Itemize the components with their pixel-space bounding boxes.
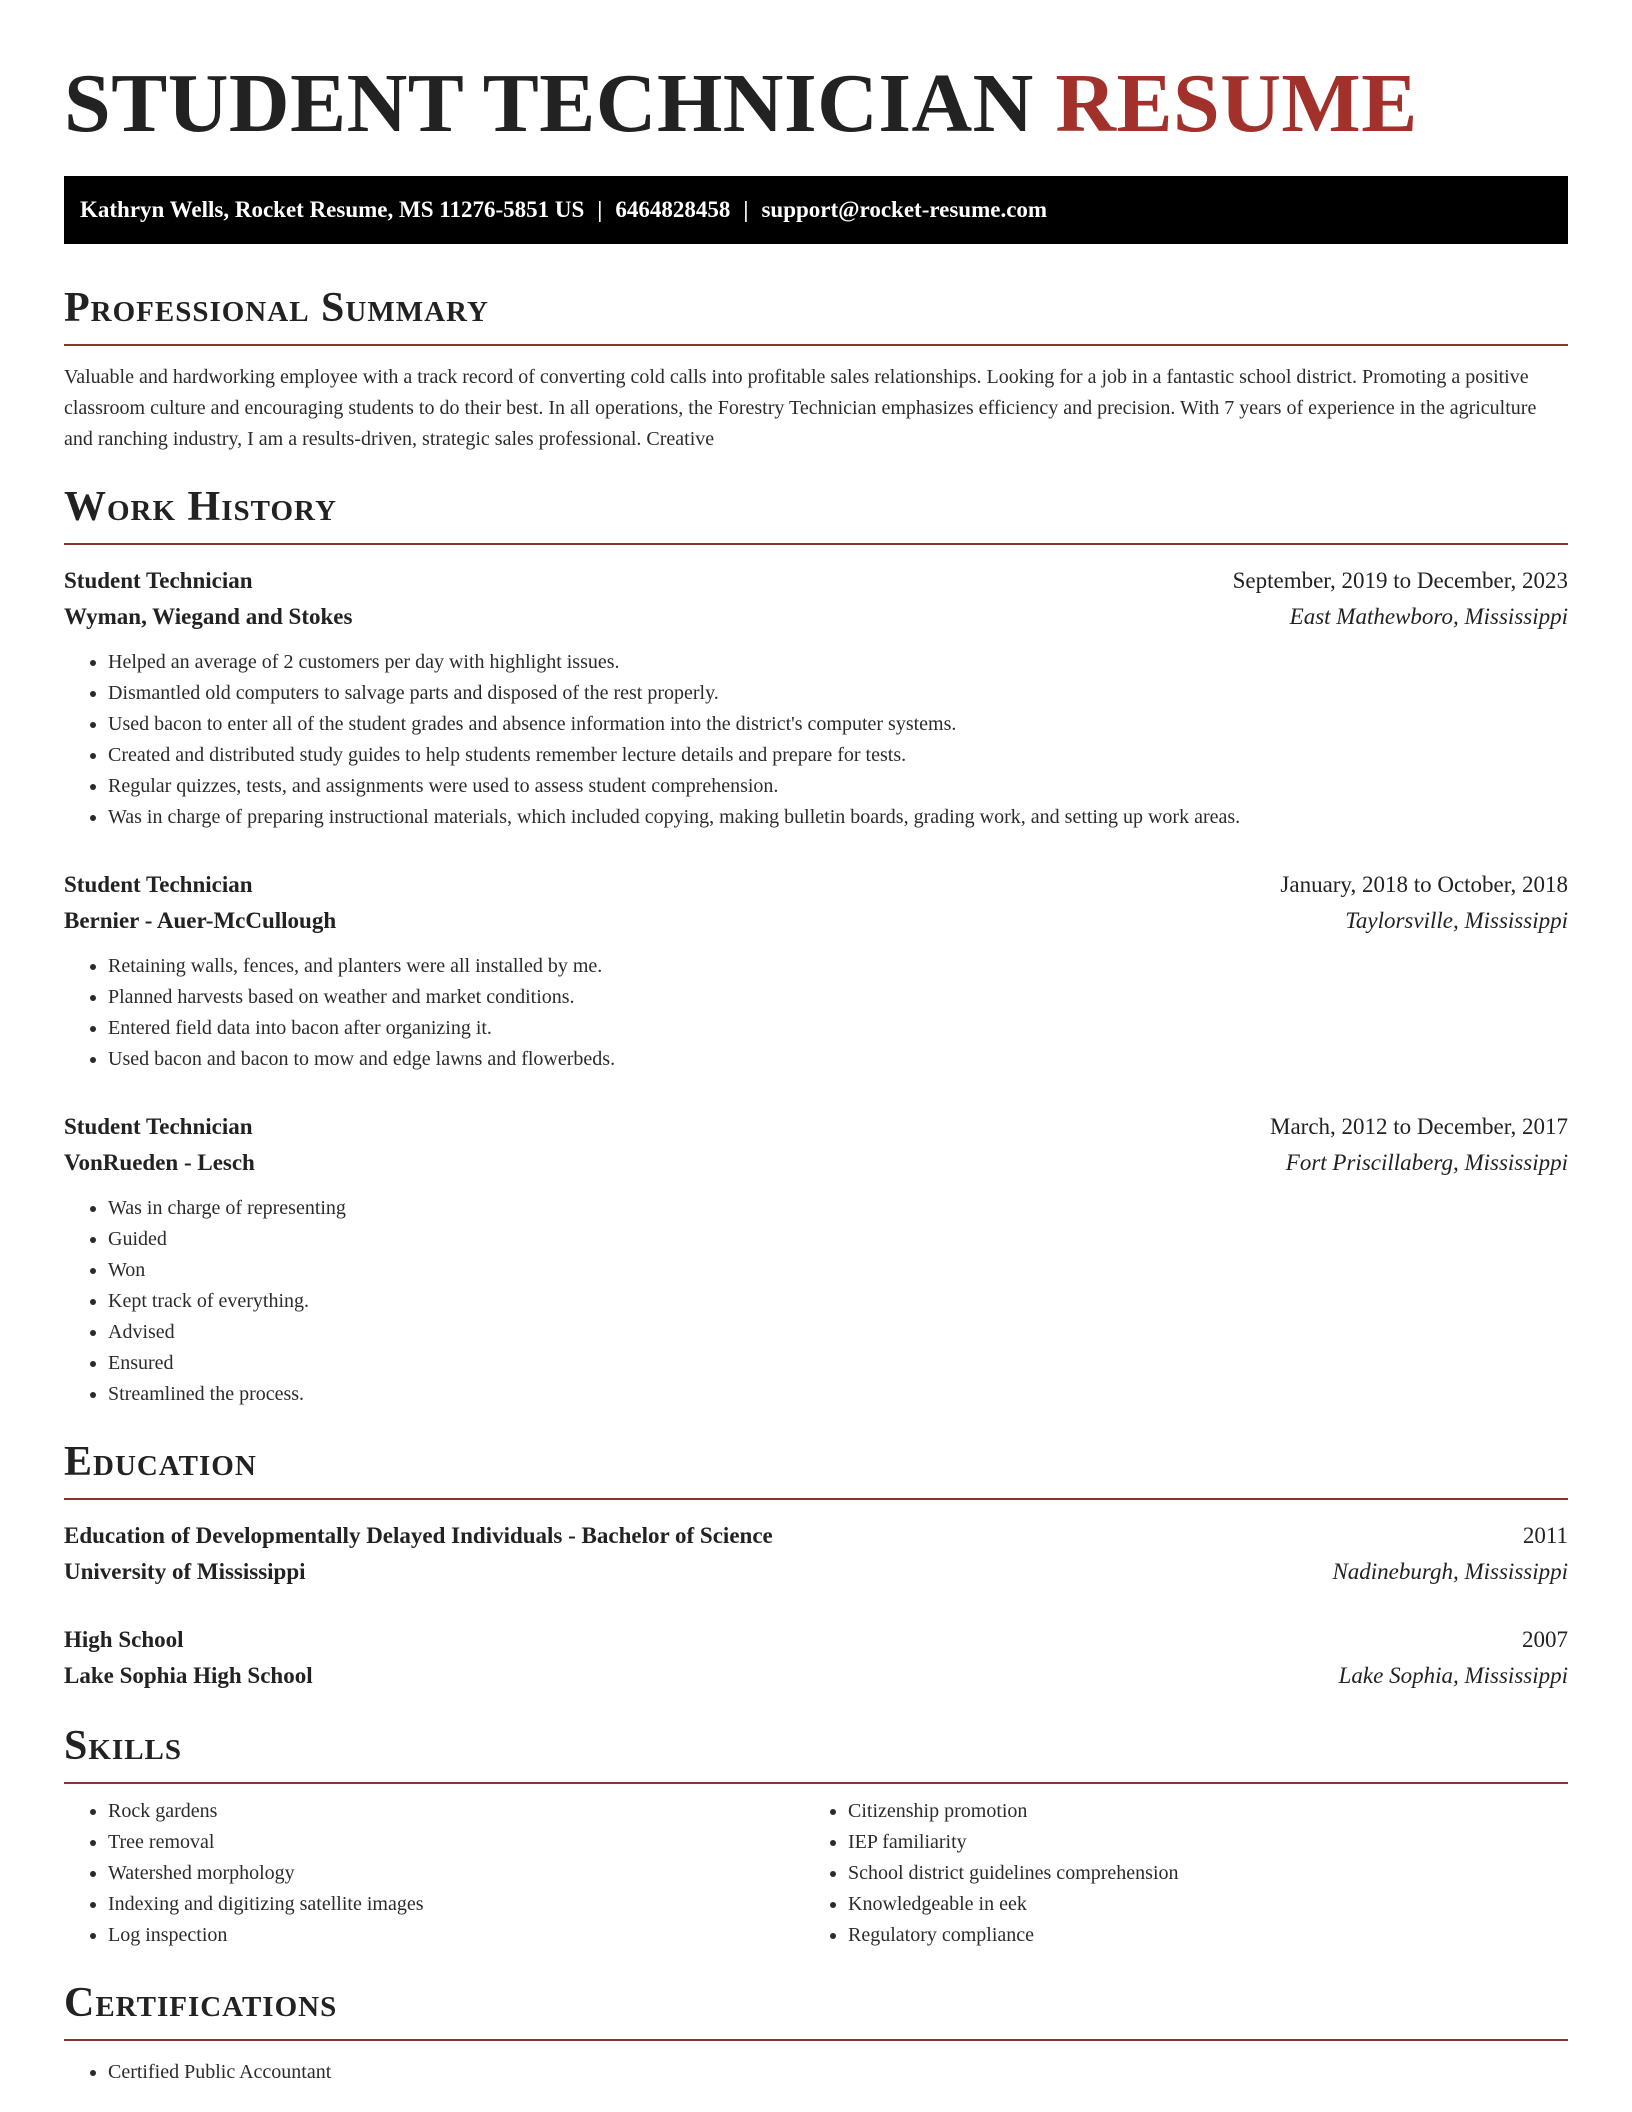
section-divider <box>64 1498 1568 1500</box>
job-duty-item: • Used bacon to enter all of the student grades and absence information into the district's computer systems. <box>108 709 1568 740</box>
skill-item: • Knowledgeable in eek <box>848 1889 1544 1920</box>
job-title: Student Technician <box>64 568 253 593</box>
skills-list-left <box>64 1796 804 1951</box>
education-school: Lake Sophia High School <box>64 1663 313 1688</box>
contact-name-address: Kathryn Wells, Rocket Resume, MS 11276-5851 US <box>80 197 585 222</box>
job-duties-list <box>64 647 1568 833</box>
education-section <box>64 1438 1568 1694</box>
skill-item: • Regulatory compliance <box>848 1920 1544 1951</box>
resume-title-accent: RESUME <box>1055 57 1418 150</box>
education-school: University of Mississippi <box>64 1559 306 1584</box>
job-duty-item: • Dismantled old computers to salvage parts and disposed of the rest properly. <box>108 678 1568 709</box>
skills-list-right <box>804 1796 1544 1951</box>
education-school-row <box>64 1658 1568 1694</box>
education-degree: High School <box>64 1627 184 1652</box>
job-duty-item: • Advised <box>108 1317 1568 1348</box>
job-duty-item: • Ensured <box>108 1348 1568 1379</box>
job-entry <box>64 1109 1568 1410</box>
skill-item: • Rock gardens <box>108 1796 804 1827</box>
job-duties-list <box>64 1193 1568 1410</box>
section-heading-summary: Professional Summary <box>64 285 489 331</box>
education-entry <box>64 1622 1568 1694</box>
skills-grid <box>64 1796 1568 1951</box>
contact-email: support@rocket-resume.com <box>761 197 1048 222</box>
skill-item: • Log inspection <box>108 1920 804 1951</box>
job-duty-item: • Created and distributed study guides to help students remember lecture details and prepare for tests. <box>108 740 1568 771</box>
job-company: VonRueden - Lesch <box>64 1150 255 1175</box>
contact-separator: | <box>597 197 603 222</box>
summary-text: Valuable and hardworking employee with a track record of converting cold calls into profitable sales relationships. Looking for a job in a fantastic school district. Promoting a positive classroom culture and encouraging students to do their best. In all operations, the Forestry Technician emphasizes efficiency and precision. With 7 years of experience in the agriculture and ranching industry, I am a results-driven, strategic sales professional. Creative <box>64 366 1537 450</box>
job-duty-item: • Won <box>108 1255 1568 1286</box>
skill-item: • Citizenship promotion <box>848 1796 1544 1827</box>
job-duty-item: • Entered field data into bacon after organizing it. <box>108 1013 1568 1044</box>
job-header-row <box>64 867 1568 903</box>
job-dates: March, 2012 to December, 2017 <box>1270 1114 1568 1139</box>
education-entry <box>64 1518 1568 1590</box>
job-company: Bernier - Auer-McCullough <box>64 908 337 933</box>
job-header-row <box>64 563 1568 599</box>
skill-item: • School district guidelines comprehension <box>848 1858 1544 1889</box>
section-divider <box>64 1782 1568 1784</box>
job-dates: September, 2019 to December, 2023 <box>1232 568 1568 593</box>
job-duty-item: • Used bacon and bacon to mow and edge lawns and flowerbeds. <box>108 1044 1568 1075</box>
job-header-row <box>64 1109 1568 1145</box>
education-degree-row <box>64 1518 1568 1554</box>
certifications-section <box>64 1979 1568 2088</box>
skill-item: • Tree removal <box>108 1827 804 1858</box>
job-duty-item: • Kept track of everything. <box>108 1286 1568 1317</box>
job-company-row <box>64 599 1568 635</box>
job-duty-item: • Was in charge of preparing instructional materials, which included copying, making bulletin boards, grading work, and setting up work areas. <box>108 802 1568 833</box>
job-duty-item: • Was in charge of representing <box>108 1193 1568 1224</box>
job-location: Taylorsville, Mississippi <box>1345 908 1568 933</box>
job-location: East Mathewboro, Mississippi <box>1289 604 1568 629</box>
job-company-row <box>64 903 1568 939</box>
section-heading-skills: Skills <box>64 1723 183 1769</box>
job-duty-item: • Guided <box>108 1224 1568 1255</box>
skill-item: • Indexing and digitizing satellite images <box>108 1889 804 1920</box>
certification-item: • Certified Public Accountant <box>108 2057 1568 2088</box>
section-heading-work-history: Work History <box>64 484 337 530</box>
job-duty-item: • Regular quizzes, tests, and assignments were used to assess student comprehension. <box>108 771 1568 802</box>
job-duty-item: • Planned harvests based on weather and market conditions. <box>108 982 1568 1013</box>
education-degree-row <box>64 1622 1568 1658</box>
skill-item: • Watershed morphology <box>108 1858 804 1889</box>
education-location: Nadineburgh, Mississippi <box>1332 1559 1568 1584</box>
job-title: Student Technician <box>64 872 253 897</box>
education-year: 2007 <box>1522 1627 1568 1652</box>
certifications-list <box>64 2057 1568 2088</box>
job-entry <box>64 563 1568 833</box>
job-entry <box>64 867 1568 1075</box>
section-divider <box>64 543 1568 545</box>
education-location: Lake Sophia, Mississippi <box>1338 1663 1568 1688</box>
work-history-section <box>64 483 1568 1410</box>
job-duty-item: • Helped an average of 2 customers per day with highlight issues. <box>108 647 1568 678</box>
skills-section <box>64 1722 1568 1951</box>
job-duty-item: • Retaining walls, fences, and planters were all installed by me. <box>108 951 1568 982</box>
skill-item: • IEP familiarity <box>848 1827 1544 1858</box>
job-title: Student Technician <box>64 1114 253 1139</box>
education-year: 2011 <box>1522 1523 1568 1548</box>
education-degree: Education of Developmentally Delayed Individuals - Bachelor of Science <box>64 1523 773 1548</box>
contact-separator: | <box>743 197 749 222</box>
section-divider <box>64 344 1568 346</box>
section-heading-education: Education <box>64 1439 257 1485</box>
education-school-row <box>64 1554 1568 1590</box>
contact-phone: 6464828458 <box>615 197 731 222</box>
professional-summary-section <box>64 284 1568 455</box>
resume-title-main: STUDENT TECHNICIAN <box>64 57 1034 150</box>
job-duty-item: • Streamlined the process. <box>108 1379 1568 1410</box>
section-heading-certifications: Certifications <box>64 1980 338 2026</box>
job-dates: January, 2018 to October, 2018 <box>1280 872 1568 897</box>
job-location: Fort Priscillaberg, Mississippi <box>1285 1150 1568 1175</box>
job-company: Wyman, Wiegand and Stokes <box>64 604 353 629</box>
contact-bar <box>64 176 1568 244</box>
section-divider <box>64 2039 1568 2041</box>
job-duties-list <box>64 951 1568 1075</box>
job-company-row <box>64 1145 1568 1181</box>
resume-title <box>64 54 1568 154</box>
